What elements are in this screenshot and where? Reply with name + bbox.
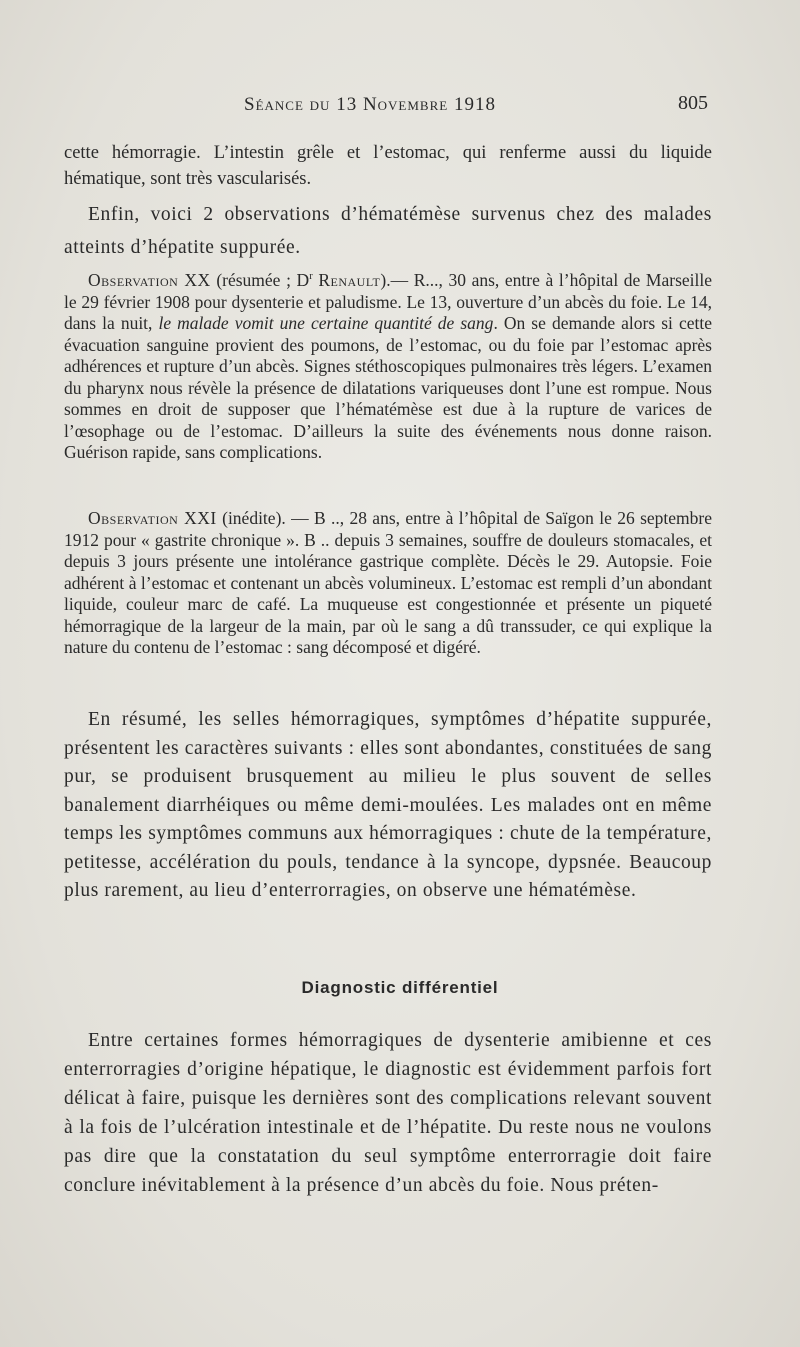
observation-20-italic: le malade vomit une certaine quantité de sang	[158, 313, 494, 333]
running-head	[0, 90, 800, 120]
paragraph-entre: Entre certaines formes hémorragiques de dysenterie amibienne et ces enterrorragies d’origine hépatique, le diagnostic est évidemment parfois fort délicat à faire, puisque les dernières sont des complications relevant souvent à la fois de l’ulcération intestinale et de l’hépatite. Du reste nous ne voulons pas dire que la constatation du seul symptôme enterrorragie doit faire conclure inévitablement à la présence d’un abcès du foie. Nous préten-	[64, 1030, 712, 1196]
observation-20-text-2: . On se demande alors si cette évacuation sanguine provient des poumons, de l’estomac, ou du foie par l’estomac après adhérences et rupture d’un abcès. Signes stéthoscopiques pulmonaires très légers. L’examen du pharynx nous révèle la présence de dilatations variqueuses dont l’une est rompue. Nous sommes en droit de supposer que l’hématémèse est due à la rupture de varices de l’œsophage ou de l’estomac. D’ailleurs la suite des événements nous donne raison. Guérison rapide, sans complications.	[64, 313, 712, 462]
paragraph-resume: En résumé, les selles hémorragiques, symptômes d’hépatite suppurée, présentent les caractères suivants : elles sont abondantes, constituées de sang pur, se produisent brusquement au milieu le plus souvent de selles banalement diarrhéiques ou même demi-moulées. Les malades ont en même temps les symptômes communs aux hémorragiques : chute de la température, petitesse, accélération du pouls, tendance à la syncope, dypsnée. Beaucoup plus rarement, au lieu d’enterrorragies, on observe une hématémèse.	[64, 709, 712, 901]
paragraph-enfin: Enfin, voici 2 observations d’hématémèse survenus chez des malades atteints d’hépatite suppurée.	[64, 204, 712, 258]
observation-20-dr-sup: r	[309, 271, 313, 283]
running-title: Séance du 13 Novembre 1918	[244, 94, 496, 115]
observation-20-text-1: ).— R..., 30 ans, entre à l’hôpital de Marseille le 29 février 1908 pour dysenterie et paludisme. Le 13, ouverture d’un abcès du foie. Le 14, dans la nuit,	[64, 270, 713, 333]
section-heading: Diagnostic différentiel	[301, 978, 499, 997]
page-number: 805	[678, 92, 708, 114]
observation-20-author: Renault	[318, 270, 381, 290]
observation-21	[64, 508, 712, 659]
observation-20-open: (résumée ; D	[210, 270, 310, 290]
observation-21-label: Observation XXI	[88, 508, 217, 528]
observation-21-text: (inédite). — B .., 28 ans, entre à l’hôpital de Saïgon le 26 septembre 1912 pour « gastrite chronique ». B .. depuis 3 semaines, souffre de douleurs stomacales, et depuis 3 jours présente une intolérance gastrique complète. Décès le 29. Autopsie. Foie adhérent à l’estomac et contenant un abcès volumineux. L’estomac est rempli d’un abondant liquide, couleur marc de café. La muqueuse est congestionnée et présente un piqueté hémorragique de la largeur de la main, par où le sang a dû transsuder, ce qui explique la nature du contenu de l’estomac : sang décomposé et digéré.	[64, 508, 713, 657]
observation-20-label: Observation XX	[88, 270, 211, 290]
paragraph-intro: cette hémorragie. L’intestin grêle et l’estomac, qui renferme aussi du liquide hématique, sont très vascularisés.	[64, 143, 712, 189]
observation-20	[64, 270, 712, 464]
